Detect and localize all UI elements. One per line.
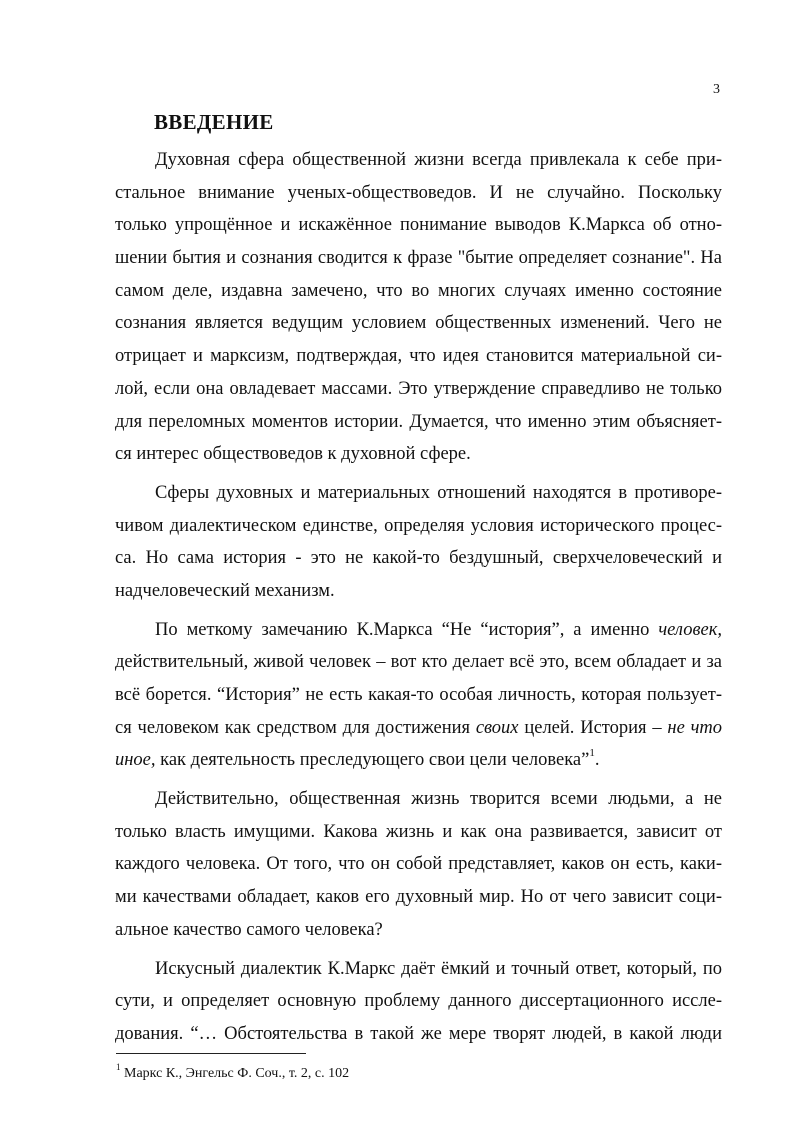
paragraph-4-line: Действительно, общественная жизнь творится всеми людьми, а не [155, 789, 722, 810]
paragraph-4-line: каждого человека. От того, что он собой представляет, каков он есть, каки- [115, 854, 722, 875]
paragraph-3-line [115, 614, 722, 647]
section-heading: ВВЕДЕНИЕ [154, 110, 274, 134]
paragraph-4-line: только власть имущими. Какова жизнь и как она развивается, зависит от [115, 821, 722, 842]
footnote [116, 1062, 350, 1082]
paragraph-1-line: самом деле, издавна замечено, что во многих случаях именно состояние [115, 280, 722, 301]
footnote-divider [116, 1053, 306, 1054]
paragraph-5-line: сути, и определяет основную проблему данного диссертационного иссле- [115, 991, 722, 1012]
page-number: 3 [713, 82, 720, 97]
paragraph-3-line: действительный, живой человек – вот кто делает всё это, всем обладает и за [115, 652, 722, 673]
quote-text: . [594, 750, 600, 771]
paragraph-1-line: ся интерес обществоведов к духовной сфере. [115, 444, 471, 465]
quote-text: ся человеком как средством для достижения [115, 717, 476, 738]
body-text [115, 144, 722, 1051]
paragraph-1-line: только упрощённое и искажённое понимание выводов К.Маркса об отно- [115, 215, 722, 236]
paragraph-1-line: для переломных моментов истории. Думается, что именно этим объясняет- [115, 411, 722, 432]
paragraph-2-line: чивом диалектическом единстве, определяя условия исторического процес- [115, 515, 722, 536]
paragraph-3-line [115, 712, 722, 745]
paragraph-5-line: дования. “… Обстоятельства в такой же мере творят людей, в какой люди [115, 1023, 722, 1044]
italic-text: иное, [115, 750, 156, 771]
quote-text: целей. История – [518, 717, 668, 738]
paragraph-1-line: лой, если она овладевает массами. Это утверждение справедливо не только [115, 378, 722, 399]
paragraph-3-line: всё борется. “История” не есть какая-то особая личность, которая пользует- [115, 685, 722, 705]
footnote-number: 1 [116, 1062, 121, 1073]
paragraph-1-line: отрицает и марксизм, подтверждая, что идея становится материальной си- [115, 346, 722, 367]
paragraph-2-line: са. Но сама история - это не какой-то бездушный, сверхчеловеческий и [115, 548, 722, 569]
paragraph-2-line: надчеловеческий механизм. [115, 580, 335, 601]
paragraph-3-line [115, 744, 722, 777]
paragraph-1-line: шении бытия и сознания сводится к фразе "бытие определяет сознание". На [115, 248, 722, 269]
italic-text: человек, [658, 619, 722, 640]
paragraph-4-line: ми качествами обладает, каков его духовный мир. Но от чего зависит соци- [115, 887, 722, 908]
paragraph-2-line: Сферы духовных и материальных отношений находятся в противоре- [155, 482, 722, 503]
italic-text: не что [667, 717, 723, 738]
quote-text: как деятельность преследующего свои цели человека” [155, 750, 590, 771]
paragraph-1-line: стальное внимание ученых-обществоведов. И не случайно. Поскольку [115, 182, 722, 203]
footnote-text: Маркс К., Энгельс Ф. Соч., т. 2, с. 102 [120, 1066, 350, 1081]
paragraph-1-line: Духовная сфера общественной жизни всегда привлекала к себе при- [155, 150, 722, 170]
footnote-marker[interactable]: 1 [589, 747, 595, 760]
paragraph-5-line: Искусный диалектик К.Маркс даёт ёмкий и точный ответ, который, по [155, 958, 722, 979]
italic-text: своих [475, 717, 519, 738]
quote-text: По меткому замечанию К.Маркса “Не “история”, а именно [155, 619, 659, 640]
paragraph-1-line: сознания является ведущим условием общественных изменений. Чего не [115, 313, 722, 334]
paragraph-4-line: альное качество самого человека? [115, 919, 383, 940]
